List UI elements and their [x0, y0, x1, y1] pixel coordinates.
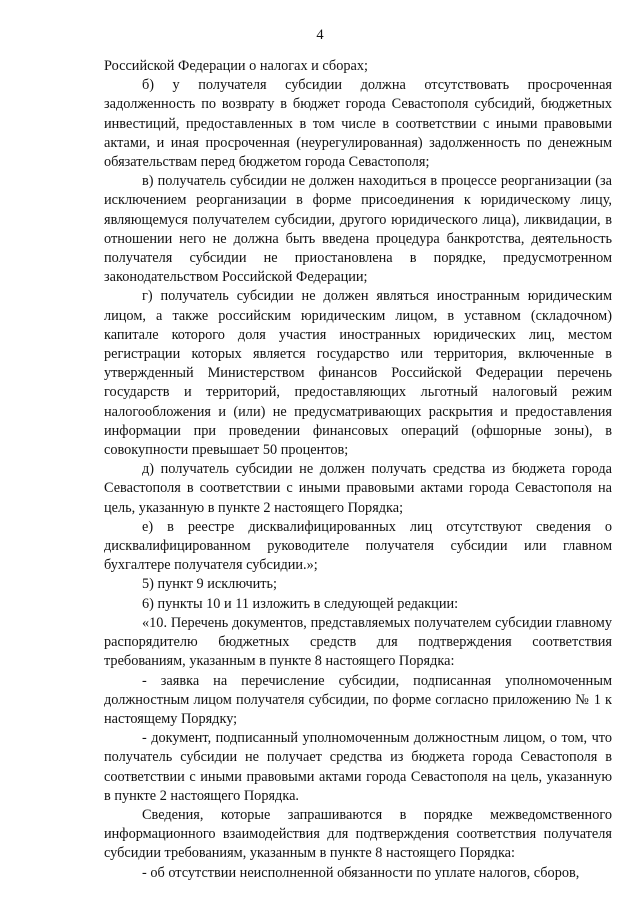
paragraph-item-e: е) в реестре дисквалифицированных лиц отсутствуют сведения о дисквалифицированном руководителе получателя субсидии или главном бухгалтере получателя субсидии.»;	[104, 518, 612, 574]
paragraph-list-item-taxes: - об отсутствии неисполненной обязанности по уплате налогов, сборов,	[142, 864, 580, 881]
paragraph-item-g: г) получатель субсидии не должен являться иностранным юридическим лицом, а также российским юридическим лицом, в уставном (складочном) капитале которого доля участия иностранных юридических лиц, местом регистрации которых является государство или территория, включенные в утвержденный Министерством финансов Российской Федерации перечень государств и территорий, предоставляющих льготный налоговый режим налогообложения и (или) не предусматривающих раскрытия и предоставления информации при проведении финансовых операций (офшорные зоны), в совокупности превышает 50 процентов;	[104, 288, 612, 459]
paragraph-item-6: 6) пункты 10 и 11 изложить в следующей редакции:	[142, 595, 459, 612]
paragraph-interagency-info: Сведения, которые запрашиваются в порядке межведомственного информационного взаимодействия для подтверждения соответствия получателя субсидии требованиям, указанным в пункте 8 настоящего Порядка:	[104, 806, 612, 862]
paragraph-list-item-application: - заявка на перечисление субсидии, подписанная уполномоченным должностным лицом получателя субсидии, по форме согласно приложению № 1 к настоящему Порядку;	[104, 672, 612, 727]
paragraph-list-item-document: - документ, подписанный уполномоченным должностным лицом, о том, что получатель субсидии не получает средства из бюджета города Севастополя в соответствии с иными правовыми актами города Севастополя на цель, указанную в пункте 2 настоящего Порядка.	[104, 730, 612, 804]
paragraph-item-v: в) получатель субсидии не должен находиться в процессе реорганизации (за исключением реорганизации в форме присоединения к юридическому лицу, являющемуся получателем субсидии, другого юридического лица), ликвидации, в отношении него не должна быть введена процедура банкротства, деятельность получателя субсидии не приостановлена в порядке, предусмотренном законодательством Российской Федерации;	[104, 173, 612, 286]
paragraph-item-b: б) у получателя субсидии должна отсутствовать просроченная задолженность по возврату в бюджет города Севастополя субсидий, бюджетных инвестиций, предоставленных в том числе в соответствии с иными правовыми актами, и иная просроченная (неурегулированная) задолженность по денежным обязательствам перед бюджетом города Севастополя;	[104, 77, 612, 171]
document-body	[104, 57, 612, 883]
paragraph-continuation: Российской Федерации о налогах и сборах;	[104, 58, 368, 74]
paragraph-clause-10: «10. Перечень документов, представляемых получателем субсидии главному распорядителю бюджетных средств для подтверждения соответствия требованиям, указанным в пункте 8 настоящего Порядка:	[104, 614, 612, 670]
page-number: 4	[316, 27, 324, 43]
paragraph-item-d: д) получатель субсидии не должен получать средства из бюджета города Севастополя в соответствии с иными правовыми актами города Севастополя на цель, указанную в пункте 2 настоящего Порядка;	[104, 461, 612, 516]
paragraph-item-5: 5) пункт 9 исключить;	[142, 576, 278, 593]
